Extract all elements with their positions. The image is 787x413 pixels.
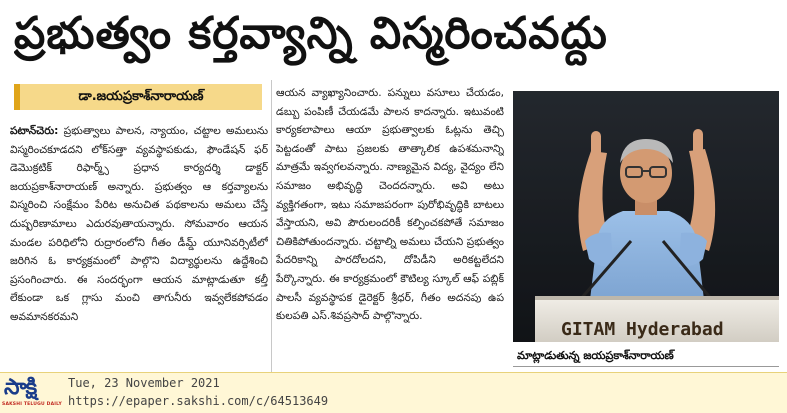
byline: డా.జయప్రకాశ్‌నారాయణ్	[14, 84, 262, 110]
sakshi-logo	[2, 375, 62, 411]
footer	[0, 372, 787, 413]
speaker-photo-illustration	[513, 91, 779, 342]
article-column-2	[276, 84, 504, 374]
source-url[interactable]: https://epaper.sakshi.com/c/64513649	[68, 394, 329, 408]
logo-subtext: SAKSHI TELUGU DAILY	[2, 402, 62, 407]
speaker-photo	[513, 91, 779, 342]
article-column-1	[10, 122, 268, 372]
logo-text: సాక్షి	[4, 375, 37, 400]
photo-caption: మాట్లాడుతున్న జయప్రకాశ్‌నారాయణ్	[513, 345, 779, 367]
podium-text: GITAM Hyderabad	[561, 319, 724, 340]
edition-date: Tue, 23 November 2021	[68, 376, 220, 390]
dateline: పటాన్‌చెరు:	[10, 125, 59, 137]
headline: ప్రభుత్వం కర్తవ్యాన్ని విస్మరించవద్దు	[14, 8, 608, 59]
column-divider	[271, 80, 272, 372]
article-text-1: ప్రభుత్వాలు పాలన, న్యాయం, చట్టాల అమలును విస్మరించకూడదని లోక్‌సత్తా వ్యవస్థాపకుడు, ఫౌండేషన్ ఫర్ డెమొక్రటిక్ రిఫార్మ్స్ ప్రధాన కార్యదర్శి డాక్టర్ జయప్రకాశ్‌నారాయణ్ అన్నారు. ప్రభుత్వం ఆ కర్తవ్యాలను విస్మరించి సంక్షేమం పేరిట అనుచిత పథకాలను అమలు చేస్తే దుష్పరిణామాలు ఎదురవుతాయన్నారు. సోమవారం ఆయన మండల పరిధిలోని రుద్రారంలోని గీతం డీమ్డ్ యూనివర్సిటీలో జరిగిన ఓ కార్యక్రమంలో పాల్గొని విద్యార్థులను ఉద్దేశించి ప్రసంగించారు. ఈ సందర్భంగా ఆయన మాట్లాడుతూ కల్తీ లేకుండా ఒక గ్లాసు మంచి తాగునీరు ఇవ్వలేకపోవడం అవమానకరమని	[10, 125, 268, 323]
article-text-2: ఆయన వ్యాఖ్యానించారు. పన్నులు వసూలు చేయడం, డబ్బు పంపిణీ చేయడమే పాలన కాదన్నారు. ఇటువంటి కార్యకలాపాలు ఆయా ప్రభుత్వాలకు ఓట్లను తెచ్చి పెట్టడంతో పాటు ప్రజలకు తాత్కాలిక ఉపశమనాన్ని మాత్రమే ఇవ్వగలవన్నారు. నాణ్యమైన విద్య, వైద్యం లేని సమాజం అభివృద్ధి చెందదన్నారు. అవి అటు వ్యక్తిగతంగా, ఇటు సమాజపరంగా పురోభివృద్ధికి బాటలు వేస్తాయని, అవి పౌరులందరికీ కల్పించకపోతే సమాజం చితికిపోతుందన్నారు. చట్టాల్ని అమలు చేయని ప్రభుత్వం పేదరికాన్ని పారదోలదని, దోపిడీని అరికట్టలేదని పేర్కొన్నారు. ఈ కార్యక్రమంలో కౌటిల్య స్కూల్ ఆఫ్ పబ్లిక్ పాలసీ వ్యవస్థాపక డైరెక్టర్ శ్రీధర్, గీతం అదనపు ఉప కులపతి ఎస్.శివప్రసాద్ పాల్గొన్నారు.	[276, 87, 504, 323]
